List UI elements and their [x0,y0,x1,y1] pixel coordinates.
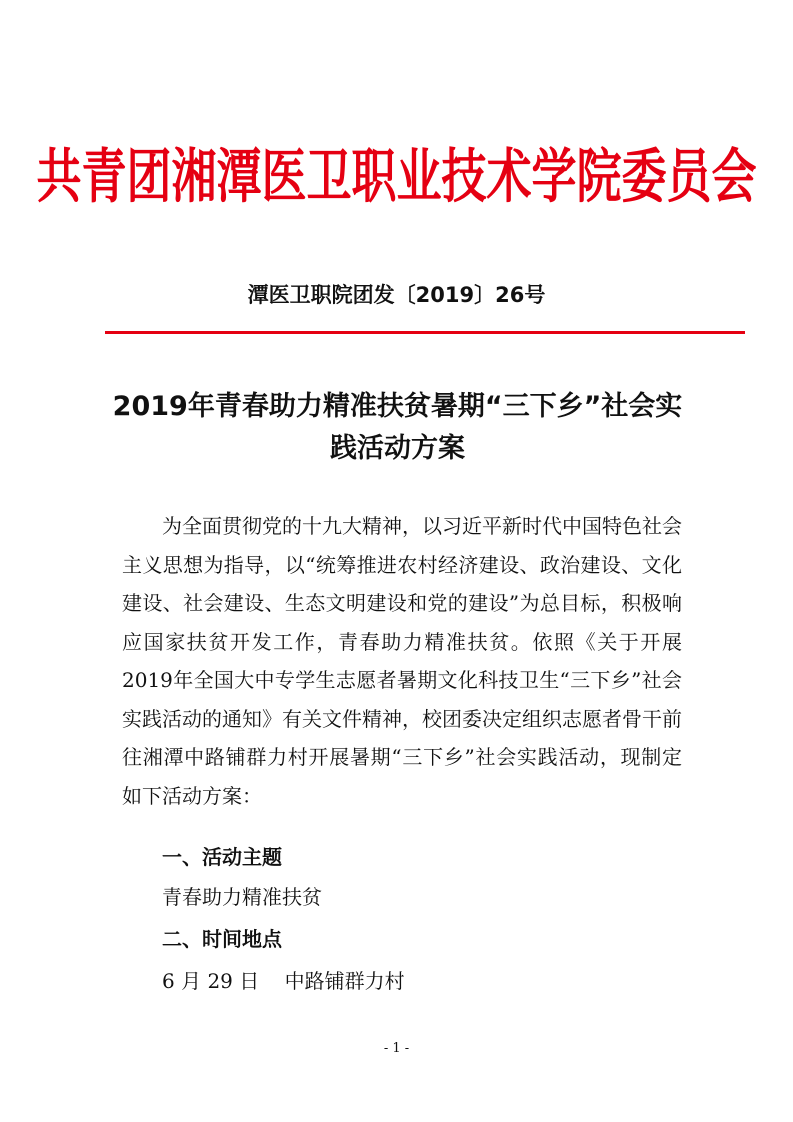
section-heading-theme: 一、活动主题 [162,845,282,869]
intro-paragraph: 为全面贯彻党的十九大精神，以习近平新时代中国特色社会主义思想为指导，以“统筹推进农村经济建设、政治建设、文化建设、社会建设、生态文明建设和党的建设”为总目标，积极响应国家扶贫开发工作，青春助力精准扶贫。依照《关于开展2019年全国大中专学生志愿者暑期文化科技卫生“三下乡”社会实践活动的通知》有关文件精神，校团委决定组织志愿者骨干前往湘潭中路铺群力村开展暑期“三下乡”社会实践活动，现制定如下活动方案： [122,514,682,808]
page-number: - 1 - [383,1041,410,1056]
document-number: 潭医卫职院团发〔2019〕26号 [247,283,546,307]
red-divider-line [105,331,745,334]
section-heading-time-place: 二、时间地点 [162,927,282,951]
section-content-theme: 青春助力精准扶贫 [162,885,322,909]
issuing-organization-header: 共青团湘潭医卫职业技术学院委员会 [36,141,757,211]
section-content-time-place: 6 月 29 日 中路铺群力村 [162,969,405,993]
document-title: 2019年青春助力精准扶贫暑期“三下乡”社会实践活动方案 [112,391,683,464]
